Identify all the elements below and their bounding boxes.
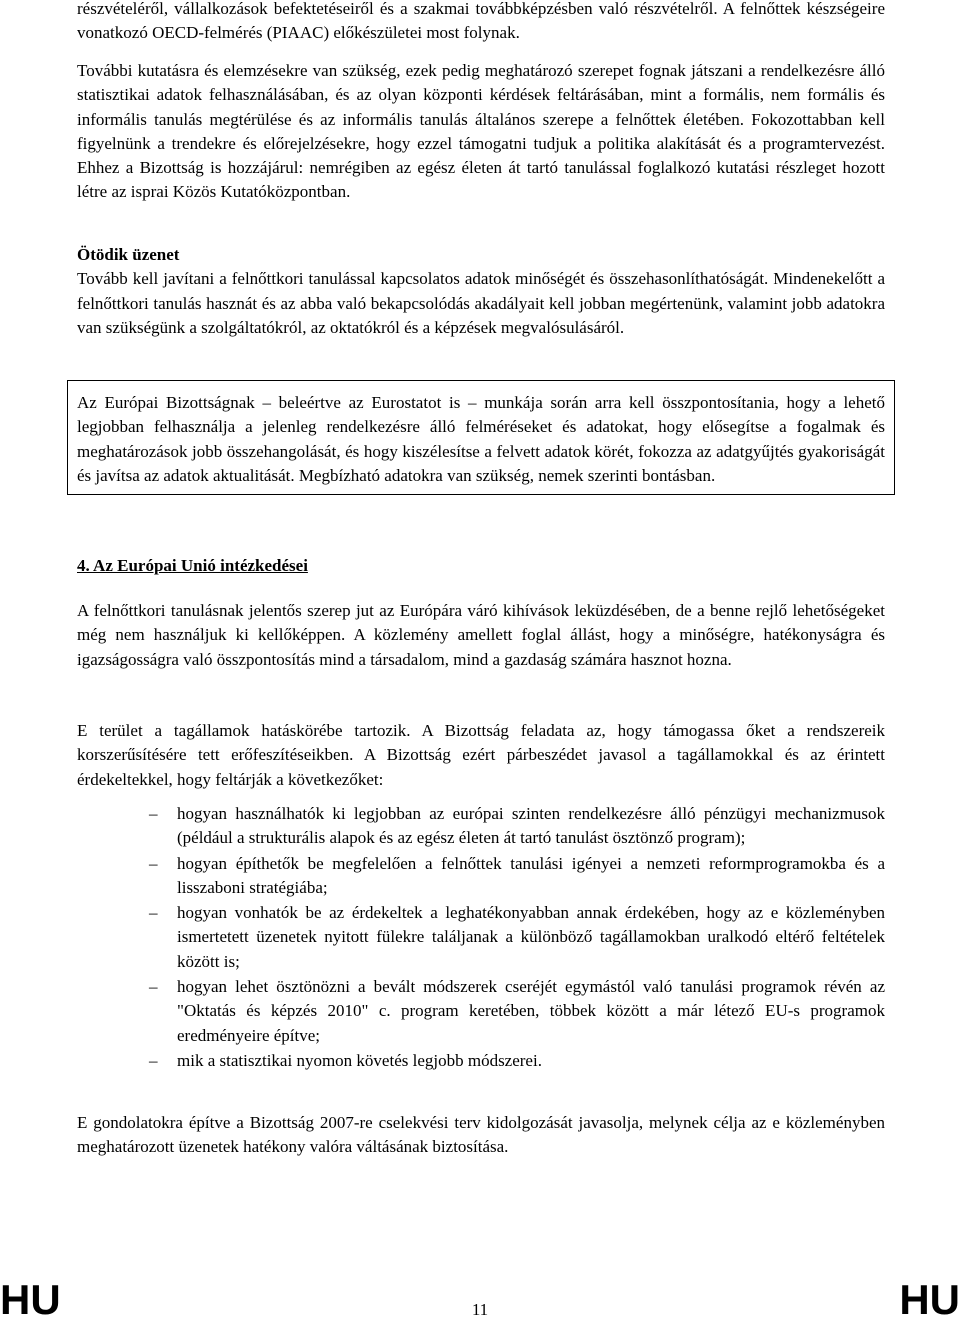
dash-icon: – <box>149 1050 158 1070</box>
dash-icon: – <box>149 804 158 823</box>
message-section <box>77 243 885 340</box>
dash-icon: – <box>149 903 158 923</box>
bullet-list <box>77 802 885 1074</box>
paragraph-eu-2: E terület a tagállamok hatáskörébe tartozik. A Bizottság feladata az, hogy támogassa őket a rendszereik korszerűsítésére tett erőfeszítéseikben. A Bizottság ezért párbeszédet javasol a tagállamokkal és az érintett érdekeltekkel, hogy feltárják a következőket: <box>77 721 885 789</box>
dash-icon: – <box>149 853 158 873</box>
paragraph-eu-1: A felnőttkori tanulásnak jelentős szerep jut az Európára váró kihívások leküzdésében, de a benne rejlő lehetőségeket még nem használjuk ki kellőképpen. A közlemény amellett foglal állást, hogy a minőségre, hatékonyságra és igazságosságra való összpontosítás mind a társadalom, mind a gazdaság számára hasznot hozna. <box>77 601 885 669</box>
dash-icon: – <box>149 977 158 997</box>
message-box-text: Az Európai Bizottságnak – beleértve az Eurostatot is – munkája során arra kell összpontosítania, hogy a lehető legjobban felhasználja a jelenleg rendelkezésre álló felméréseket és adatokat, hogy elősegítse a fogalmak és meghatározások jobb összehangolását, és hogy kiszélesítse a felvett adatok körét, fokozza az adatgyűjtés gyakoriságát és javítsa az adatok aktualitását. Megbízható adatokra van szükség, nemek szerinti bontásban. <box>77 393 885 485</box>
section-title: 4. Az Európai Unió intézkedései <box>77 556 308 575</box>
message-heading: Ötödik üzenet <box>77 245 180 264</box>
paragraph-final: E gondolatokra építve a Bizottság 2007-re cselekvési terv kidolgozását javasolja, melynek célja az e közleményben meghatározott üzenetek hatékony valóra váltásának biztosítása. <box>77 1113 885 1157</box>
bullet-item <box>77 852 885 901</box>
bullet-text: mik a statisztikai nyomon követés legjobb módszerei. <box>177 1050 542 1070</box>
bullet-item <box>77 1049 885 1073</box>
bullet-item <box>77 975 885 1048</box>
bullet-text: hogyan lehet ösztönözni a bevált módszerek cseréjét egymástól való tanulási programok révén az "Oktatás és képzés 2010" c. program keretében, többek között a már létező EU-s programok eredményeire építve; <box>177 977 885 1045</box>
language-code-right: HU <box>899 1276 960 1323</box>
bullet-text: hogyan vonhatók be az érdekeltek a leghatékonyabban annak érdekében, hogy az e közleményben ismertetett üzenetek nyitott fülekre találjanak a különböző tagállamokban uralkodó eltérő feltételek között is; <box>177 903 885 971</box>
message-box <box>67 380 895 495</box>
page-number: 11 <box>471 1300 489 1319</box>
bullet-item <box>77 802 885 851</box>
language-code-left: HU <box>0 1276 61 1323</box>
paragraph-research: További kutatásra és elemzésekre van szükség, ezek pedig meghatározó szerepet fognak játszani a rendelkezésre álló statisztikai adatok felhasználásában, és az olyan központi kérdések feltárásában, mint a formális, nem formális és informális tanulás megtérülése és az informális tanulás általános szerepe a felnőttek életében. Fokozottabban kell figyelnünk a trendekre és előrejelzésekre, hogy ezzel támogatni tudjuk a politika alakítását és a programtervezést. Ehhez a Bizottság is hozzájárul: nemrégiben az egész életen át tartó tanulással foglalkozó kutatási részleget hozott létre az isprai Közös Kutatóközpontban. <box>77 61 885 202</box>
bullet-text: hogyan használhatók ki legjobban az európai szinten rendelkezésre álló pénzügyi mechanizmusok (például a strukturális alapok és az egész életen át tartó tanulást ösztönző program); <box>177 804 885 848</box>
bullet-item <box>77 901 885 974</box>
message-text: Tovább kell javítani a felnőttkori tanulással kapcsolatos adatok minőségét és összehasonlíthatóságát. Mindenekelőtt a felnőttkori tanulás hasznát és az abba való bekapcsolódás akadályait kell jobban megértenünk, valamint jobb adatokra van szükségünk a szolgáltatókról, az oktatókról és a képzések megvalósulásáról. <box>77 269 885 337</box>
paragraph-top: részvételéről, vállalkozások befektetéseiről és a szakmai továbbképzésben való részvételről. A felnőttek készségeire vonatkozó OECD-felmérés (PIAAC) előkészületei most folynak. <box>77 0 885 43</box>
bullet-text: hogyan építhetők be megfelelően a felnőttek tanulási igényei a nemzeti reformprogramokba és a lisszaboni stratégiába; <box>177 853 885 897</box>
